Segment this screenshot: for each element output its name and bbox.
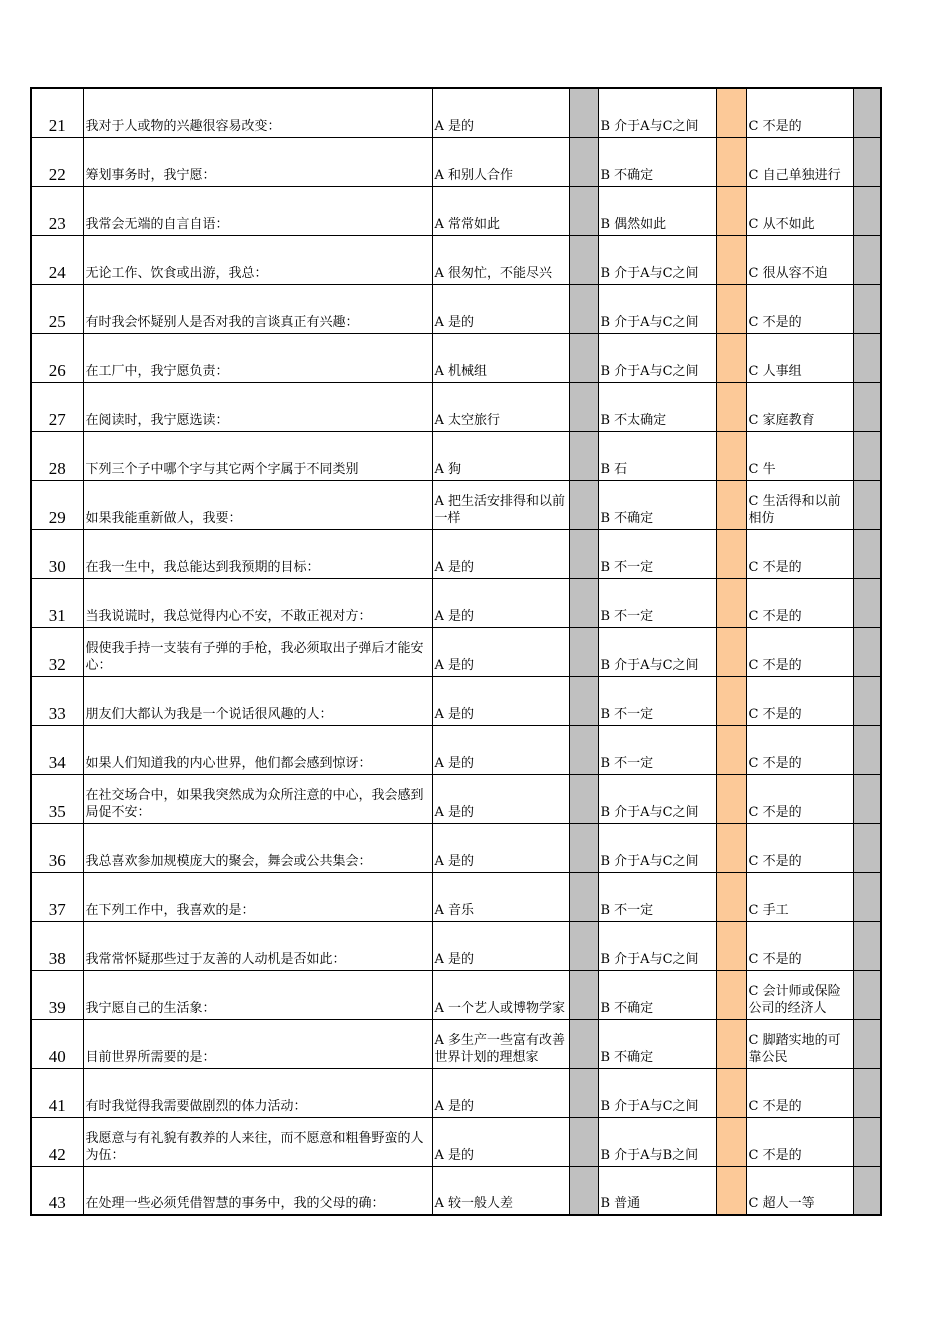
option-a[interactable]: A 是的 — [432, 725, 569, 774]
option-a[interactable]: A 常常如此 — [432, 186, 569, 235]
answer-cell-b[interactable] — [716, 676, 746, 725]
answer-cell-b[interactable] — [716, 1019, 746, 1068]
question-number: 39 — [31, 970, 83, 1019]
question-row — [31, 921, 881, 970]
option-b[interactable]: B 不太确定 — [598, 382, 716, 431]
question-number: 21 — [31, 88, 83, 137]
answer-cell-c[interactable] — [853, 480, 881, 529]
answer-cell-a[interactable] — [569, 529, 598, 578]
question-number: 35 — [31, 774, 83, 823]
answer-cell-a[interactable] — [569, 1117, 598, 1166]
question-number: 25 — [31, 284, 83, 333]
question-row — [31, 480, 881, 529]
option-c[interactable]: C 不是的 — [746, 725, 853, 774]
option-a[interactable]: A 和别人合作 — [432, 137, 569, 186]
answer-cell-b[interactable] — [716, 823, 746, 872]
answer-cell-b[interactable] — [716, 970, 746, 1019]
answer-cell-a[interactable] — [569, 921, 598, 970]
answer-cell-c[interactable] — [853, 627, 881, 676]
question-number: 22 — [31, 137, 83, 186]
option-b[interactable]: B 介于A与C之间 — [598, 774, 716, 823]
option-a[interactable]: A 是的 — [432, 578, 569, 627]
answer-cell-b[interactable] — [716, 284, 746, 333]
answer-cell-c[interactable] — [853, 921, 881, 970]
question-text: 当我说谎时，我总觉得内心不安，不敢正视对方： — [83, 578, 432, 627]
question-number: 38 — [31, 921, 83, 970]
answer-cell-a[interactable] — [569, 382, 598, 431]
question-row — [31, 1068, 881, 1117]
question-text: 有时我会怀疑别人是否对我的言谈真正有兴趣： — [83, 284, 432, 333]
question-number: 36 — [31, 823, 83, 872]
option-a[interactable]: A 是的 — [432, 627, 569, 676]
option-c[interactable]: C 不是的 — [746, 823, 853, 872]
option-a[interactable]: A 是的 — [432, 88, 569, 137]
answer-cell-c[interactable] — [853, 529, 881, 578]
answer-cell-b[interactable] — [716, 382, 746, 431]
option-b[interactable]: B 介于A与C之间 — [598, 333, 716, 382]
answer-cell-c[interactable] — [853, 333, 881, 382]
answer-cell-c[interactable] — [853, 1117, 881, 1166]
question-text: 我愿意与有礼貌有教养的人来往，而不愿意和粗鲁野蛮的人为伍： — [83, 1117, 432, 1166]
question-text: 我常常怀疑那些过于友善的人动机是否如此： — [83, 921, 432, 970]
question-row — [31, 235, 881, 284]
answer-cell-c[interactable] — [853, 970, 881, 1019]
question-row — [31, 1019, 881, 1068]
answer-cell-b[interactable] — [716, 921, 746, 970]
option-a[interactable]: A 是的 — [432, 774, 569, 823]
question-number: 28 — [31, 431, 83, 480]
question-text: 我宁愿自己的生活象： — [83, 970, 432, 1019]
question-number: 43 — [31, 1166, 83, 1215]
answer-cell-b[interactable] — [716, 1117, 746, 1166]
option-b[interactable]: B 不一定 — [598, 725, 716, 774]
option-b[interactable]: B 介于A与C之间 — [598, 284, 716, 333]
option-c[interactable]: C 不是的 — [746, 1117, 853, 1166]
answer-cell-a[interactable] — [569, 578, 598, 627]
answer-cell-a[interactable] — [569, 88, 598, 137]
answer-cell-c[interactable] — [853, 431, 881, 480]
option-c[interactable]: C 脚踏实地的可靠公民 — [746, 1019, 853, 1068]
question-row — [31, 137, 881, 186]
option-a[interactable]: A 多生产一些富有改善世界计划的理想家 — [432, 1019, 569, 1068]
question-row — [31, 284, 881, 333]
question-text: 在处理一些必须凭借智慧的事务中，我的父母的确： — [83, 1166, 432, 1215]
answer-cell-c[interactable] — [853, 1019, 881, 1068]
question-number: 40 — [31, 1019, 83, 1068]
answer-cell-a[interactable] — [569, 480, 598, 529]
option-c[interactable]: C 不是的 — [746, 676, 853, 725]
option-b[interactable]: B 普通 — [598, 1166, 716, 1215]
option-c[interactable]: C 自己单独进行 — [746, 137, 853, 186]
option-c[interactable]: C 很从容不迫 — [746, 235, 853, 284]
question-text: 在阅读时，我宁愿选读： — [83, 382, 432, 431]
answer-cell-b[interactable] — [716, 431, 746, 480]
question-row — [31, 578, 881, 627]
answer-cell-a[interactable] — [569, 823, 598, 872]
option-a[interactable]: A 是的 — [432, 1068, 569, 1117]
question-number: 26 — [31, 333, 83, 382]
option-c[interactable]: C 会计师或保险公司的经济人 — [746, 970, 853, 1019]
question-number: 24 — [31, 235, 83, 284]
answer-cell-c[interactable] — [853, 382, 881, 431]
option-c[interactable]: C 不是的 — [746, 578, 853, 627]
answer-cell-b[interactable] — [716, 774, 746, 823]
option-c[interactable]: C 手工 — [746, 872, 853, 921]
question-text: 有时我觉得我需要做剧烈的体力活动： — [83, 1068, 432, 1117]
option-b[interactable]: B 不一定 — [598, 872, 716, 921]
question-text: 无论工作、饮食或出游，我总： — [83, 235, 432, 284]
option-b[interactable]: B 不确定 — [598, 137, 716, 186]
option-a[interactable]: A 机械组 — [432, 333, 569, 382]
option-c[interactable]: C 不是的 — [746, 627, 853, 676]
option-b[interactable]: B 介于A与B之间 — [598, 1117, 716, 1166]
answer-cell-b[interactable] — [716, 725, 746, 774]
question-number: 30 — [31, 529, 83, 578]
question-number: 37 — [31, 872, 83, 921]
question-row — [31, 333, 881, 382]
answer-cell-c[interactable] — [853, 872, 881, 921]
answer-cell-b[interactable] — [716, 1166, 746, 1215]
question-number: 29 — [31, 480, 83, 529]
question-row — [31, 1117, 881, 1166]
question-text: 我对于人或物的兴趣很容易改变： — [83, 88, 432, 137]
answer-cell-a[interactable] — [569, 774, 598, 823]
answer-cell-a[interactable] — [569, 137, 598, 186]
option-a[interactable]: A 音乐 — [432, 872, 569, 921]
question-text: 我总喜欢参加规模庞大的聚会，舞会或公共集会： — [83, 823, 432, 872]
answer-cell-c[interactable] — [853, 676, 881, 725]
question-number: 41 — [31, 1068, 83, 1117]
answer-cell-a[interactable] — [569, 725, 598, 774]
option-c[interactable]: C 不是的 — [746, 529, 853, 578]
question-text: 目前世界所需要的是： — [83, 1019, 432, 1068]
question-row — [31, 725, 881, 774]
answer-cell-c[interactable] — [853, 578, 881, 627]
answer-cell-b[interactable] — [716, 872, 746, 921]
option-a[interactable]: A 是的 — [432, 1117, 569, 1166]
option-c[interactable]: C 不是的 — [746, 1068, 853, 1117]
option-c[interactable]: C 不是的 — [746, 88, 853, 137]
option-c[interactable]: C 不是的 — [746, 774, 853, 823]
option-a[interactable]: A 一个艺人或博物学家 — [432, 970, 569, 1019]
question-row — [31, 382, 881, 431]
question-number: 32 — [31, 627, 83, 676]
question-row — [31, 823, 881, 872]
question-text: 在下列工作中，我喜欢的是： — [83, 872, 432, 921]
question-row — [31, 627, 881, 676]
answer-cell-c[interactable] — [853, 284, 881, 333]
option-c[interactable]: C 超人一等 — [746, 1166, 853, 1215]
questionnaire-rows — [31, 88, 881, 1215]
answer-cell-b[interactable] — [716, 235, 746, 284]
questionnaire-table — [30, 87, 882, 1216]
option-b[interactable]: B 偶然如此 — [598, 186, 716, 235]
question-text: 如果我能重新做人，我要： — [83, 480, 432, 529]
question-text: 我常会无端的自言自语： — [83, 186, 432, 235]
option-c[interactable]: C 不是的 — [746, 921, 853, 970]
option-b[interactable]: B 介于A与C之间 — [598, 88, 716, 137]
answer-cell-b[interactable] — [716, 480, 746, 529]
question-row — [31, 529, 881, 578]
option-b[interactable]: B 不一定 — [598, 578, 716, 627]
answer-cell-a[interactable] — [569, 333, 598, 382]
option-c[interactable]: C 从不如此 — [746, 186, 853, 235]
option-b[interactable]: B 不确定 — [598, 970, 716, 1019]
answer-cell-c[interactable] — [853, 1166, 881, 1215]
question-row — [31, 970, 881, 1019]
question-number: 34 — [31, 725, 83, 774]
answer-cell-b[interactable] — [716, 627, 746, 676]
answer-cell-a[interactable] — [569, 872, 598, 921]
option-b[interactable]: B 不确定 — [598, 1019, 716, 1068]
question-row — [31, 186, 881, 235]
question-text: 在工厂中，我宁愿负责： — [83, 333, 432, 382]
option-b[interactable]: B 介于A与C之间 — [598, 1068, 716, 1117]
option-b[interactable]: B 介于A与C之间 — [598, 235, 716, 284]
question-row — [31, 676, 881, 725]
option-c[interactable]: C 不是的 — [746, 284, 853, 333]
option-c[interactable]: C 人事组 — [746, 333, 853, 382]
option-a[interactable]: A 是的 — [432, 529, 569, 578]
option-c[interactable]: C 家庭教育 — [746, 382, 853, 431]
answer-cell-b[interactable] — [716, 529, 746, 578]
option-a[interactable]: A 是的 — [432, 676, 569, 725]
option-a[interactable]: A 狗 — [432, 431, 569, 480]
answer-cell-a[interactable] — [569, 235, 598, 284]
question-text: 筹划事务时，我宁愿： — [83, 137, 432, 186]
answer-cell-c[interactable] — [853, 137, 881, 186]
answer-cell-b[interactable] — [716, 137, 746, 186]
answer-cell-a[interactable] — [569, 284, 598, 333]
question-row — [31, 88, 881, 137]
option-a[interactable]: A 是的 — [432, 921, 569, 970]
answer-cell-a[interactable] — [569, 186, 598, 235]
option-a[interactable]: A 太空旅行 — [432, 382, 569, 431]
answer-cell-b[interactable] — [716, 88, 746, 137]
option-a[interactable]: A 很匆忙，不能尽兴 — [432, 235, 569, 284]
answer-cell-b[interactable] — [716, 333, 746, 382]
question-number: 27 — [31, 382, 83, 431]
option-b[interactable]: B 不一定 — [598, 529, 716, 578]
question-row — [31, 431, 881, 480]
answer-cell-c[interactable] — [853, 186, 881, 235]
question-number: 23 — [31, 186, 83, 235]
option-c[interactable]: C 牛 — [746, 431, 853, 480]
question-number: 31 — [31, 578, 83, 627]
answer-cell-a[interactable] — [569, 627, 598, 676]
question-text: 在我一生中，我总能达到我预期的目标： — [83, 529, 432, 578]
answer-cell-a[interactable] — [569, 431, 598, 480]
option-c[interactable]: C 生活得和以前相仿 — [746, 480, 853, 529]
option-a[interactable]: A 较一般人差 — [432, 1166, 569, 1215]
question-row — [31, 872, 881, 921]
question-number: 33 — [31, 676, 83, 725]
answer-cell-a[interactable] — [569, 1019, 598, 1068]
question-text: 在社交场合中，如果我突然成为众所注意的中心，我会感到局促不安： — [83, 774, 432, 823]
answer-cell-c[interactable] — [853, 774, 881, 823]
option-b[interactable]: B 介于A与C之间 — [598, 921, 716, 970]
answer-cell-c[interactable] — [853, 88, 881, 137]
option-b[interactable]: B 不一定 — [598, 676, 716, 725]
option-b[interactable]: B 不确定 — [598, 480, 716, 529]
question-text: 如果人们知道我的内心世界，他们都会感到惊讶： — [83, 725, 432, 774]
answer-cell-b[interactable] — [716, 186, 746, 235]
question-row — [31, 1166, 881, 1215]
answer-cell-c[interactable] — [853, 1068, 881, 1117]
answer-cell-a[interactable] — [569, 970, 598, 1019]
option-b[interactable]: B 介于A与C之间 — [598, 823, 716, 872]
option-a[interactable]: A 是的 — [432, 823, 569, 872]
question-row — [31, 774, 881, 823]
answer-cell-b[interactable] — [716, 578, 746, 627]
option-b[interactable]: B 介于A与C之间 — [598, 627, 716, 676]
answer-cell-a[interactable] — [569, 1166, 598, 1215]
question-text: 假使我手持一支装有子弹的手枪，我必须取出子弹后才能安心： — [83, 627, 432, 676]
answer-cell-a[interactable] — [569, 1068, 598, 1117]
answer-cell-c[interactable] — [853, 823, 881, 872]
question-text: 下列三个子中哪个字与其它两个字属于不同类别 — [83, 431, 432, 480]
option-b[interactable]: B 石 — [598, 431, 716, 480]
question-text: 朋友们大都认为我是一个说话很风趣的人： — [83, 676, 432, 725]
option-a[interactable]: A 是的 — [432, 284, 569, 333]
question-number: 42 — [31, 1117, 83, 1166]
option-a[interactable]: A 把生活安排得和以前一样 — [432, 480, 569, 529]
answer-cell-c[interactable] — [853, 235, 881, 284]
answer-cell-c[interactable] — [853, 725, 881, 774]
answer-cell-b[interactable] — [716, 1068, 746, 1117]
answer-cell-a[interactable] — [569, 676, 598, 725]
